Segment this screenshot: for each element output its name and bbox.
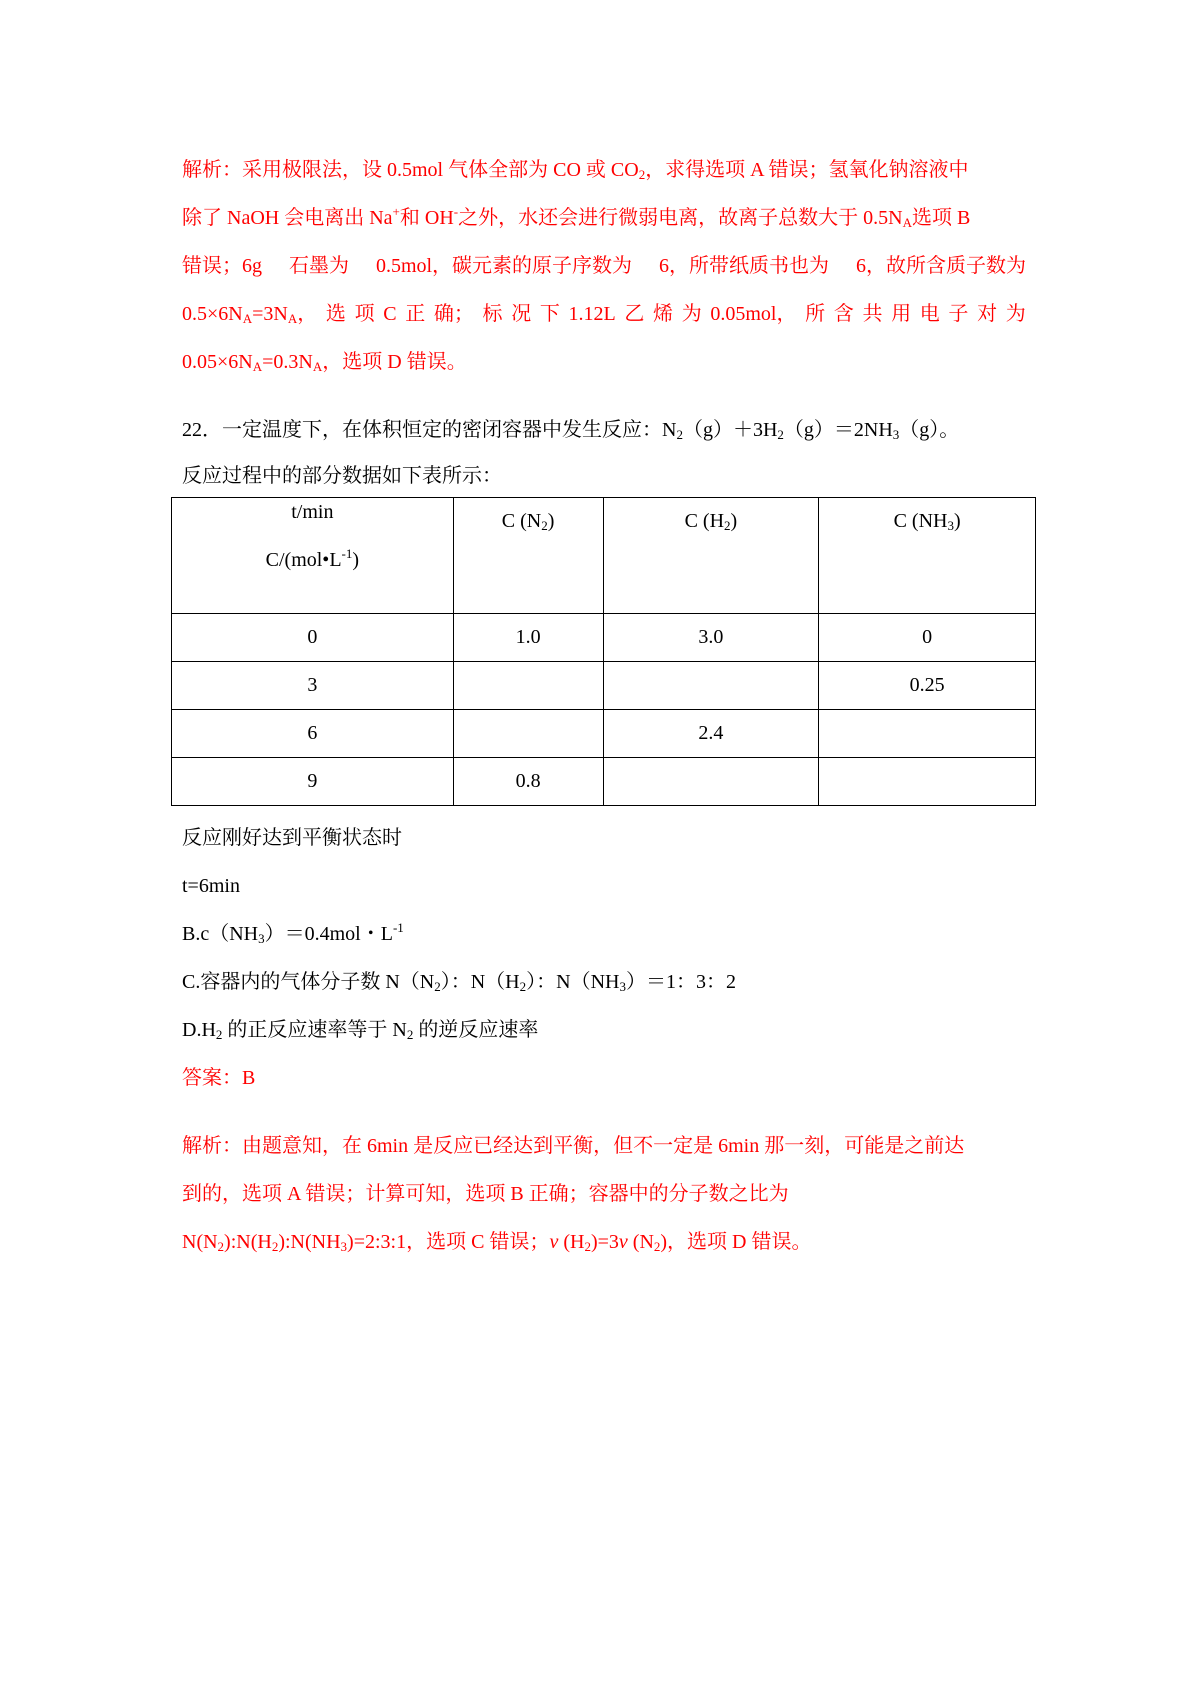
text: 下 <box>539 303 560 325</box>
text: ，求得选项 A 错误；氢氧化钠溶液中 <box>645 159 969 181</box>
text: 解析：采用极限法，设 0.5mol 气体全部为 CO 或 CO <box>182 159 639 181</box>
text: ）＝0.4mol・L <box>264 923 393 945</box>
text: 错误；6g <box>182 255 262 277</box>
subscript: 2 <box>217 1239 225 1254</box>
table-corner-cell <box>172 498 454 614</box>
analysis-2-line-3 <box>182 1230 812 1254</box>
text: N(N <box>182 1231 218 1253</box>
text: 0.05×6N <box>182 351 253 373</box>
table-row <box>172 710 1036 758</box>
table-row <box>172 614 1036 662</box>
table-cell: 6 <box>172 710 454 758</box>
column-header-n2 <box>453 498 603 614</box>
text: （g）。 <box>899 419 960 441</box>
table-cell: 0 <box>819 614 1036 662</box>
analysis-2-line-2: 到的，选项 A 错误；计算可知，选项 B 正确；容器中的分子数之比为 <box>182 1183 789 1205</box>
text: 和 OH <box>399 207 454 229</box>
option-d <box>182 1018 538 1042</box>
subscript: 2 <box>724 518 731 533</box>
column-header-nh3 <box>819 498 1036 614</box>
text: C <box>383 303 397 325</box>
table-cell: 9 <box>172 758 454 806</box>
subscript: 2 <box>215 1027 223 1042</box>
text: 子 <box>948 303 969 325</box>
text: ）：N（H <box>440 971 520 993</box>
text: (H <box>558 1231 585 1253</box>
subscript: 2 <box>271 1239 279 1254</box>
text: 22．一定温度下，在体积恒定的密闭容器中发生反应：N <box>182 419 677 441</box>
text: )，选项 D 错误。 <box>660 1231 812 1253</box>
table-cell: 3.0 <box>603 614 819 662</box>
text: 的正反应速率等于 N <box>222 1019 407 1041</box>
text: =3N <box>252 303 288 325</box>
question-22-stem <box>182 418 959 442</box>
subscript: A <box>312 359 323 374</box>
subscript: 2 <box>584 1239 591 1254</box>
text: )=2:3:1，选项 C 错误； <box>347 1231 550 1253</box>
time-label: t/min <box>291 501 334 523</box>
analysis-2-line-1: 解析：由题意知，在 6min 是反应已经达到平衡，但不一定是 6min 那一刻，可能是之前达 <box>182 1135 965 1157</box>
option-a-line-2: t=6min <box>182 875 240 897</box>
text: 为 <box>1005 303 1026 325</box>
subscript: 3 <box>258 931 265 946</box>
rate-symbol: v <box>618 1231 628 1253</box>
text: （g）＋3H <box>682 419 778 441</box>
table-row <box>172 662 1036 710</box>
subscript: A <box>902 215 912 230</box>
text: 正 <box>405 303 426 325</box>
subscript: 2 <box>638 167 646 182</box>
text <box>182 302 317 326</box>
text: 所 <box>805 303 826 325</box>
text: ）＝1：3：2 <box>625 971 736 993</box>
table-cell: 0 <box>172 614 454 662</box>
question-22-intro: 反应过程中的部分数据如下表所示： <box>182 465 502 487</box>
table-row <box>172 758 1036 806</box>
text: C.容器内的气体分子数 N（N <box>182 971 435 993</box>
subscript: 3 <box>892 427 900 442</box>
subscript: A <box>252 359 263 374</box>
text: 1.12L <box>568 303 616 325</box>
table-cell <box>603 758 819 806</box>
text: 6，故所含质子数为 <box>856 255 1026 277</box>
table-header-row <box>172 498 1036 614</box>
analysis-1-line-3 <box>182 254 1026 278</box>
text: 的逆反应速率 <box>413 1019 539 1041</box>
corner-label <box>172 500 453 572</box>
text: ):N(NH <box>278 1231 341 1253</box>
text: D.H <box>182 1019 216 1041</box>
text: ):N(H <box>224 1231 272 1253</box>
text: 为 <box>681 303 702 325</box>
text: 确； <box>433 303 474 325</box>
subscript: 2 <box>541 518 548 533</box>
text: C/(mol•L <box>265 549 342 571</box>
analysis-1-line-4 <box>182 302 1026 326</box>
text: ) <box>953 510 961 532</box>
table-cell: 1.0 <box>453 614 603 662</box>
table-cell <box>819 710 1036 758</box>
text: 烯 <box>653 303 674 325</box>
text: ）：N（NH <box>526 971 620 993</box>
text: B.c（NH <box>182 923 259 945</box>
answer: 答案：B <box>182 1067 256 1089</box>
superscript: -1 <box>341 546 353 561</box>
column-header-h2 <box>603 498 819 614</box>
subscript: 3 <box>947 518 954 533</box>
table-cell: 0.25 <box>819 662 1036 710</box>
subscript: A <box>287 311 298 326</box>
rate-symbol: v <box>549 1231 559 1253</box>
text: 况 <box>511 303 532 325</box>
analysis-1-line-2 <box>182 206 970 230</box>
text: 含 <box>833 303 854 325</box>
subscript: 3 <box>619 979 626 994</box>
superscript: -1 <box>392 920 404 935</box>
text: 0.5mol，碳元素的原子序数为 <box>375 255 633 277</box>
table-cell: 0.8 <box>453 758 603 806</box>
text: C (NH <box>893 510 948 532</box>
table-cell: 2.4 <box>603 710 819 758</box>
superscript: - <box>453 204 459 219</box>
text: C (N <box>501 510 542 532</box>
text: =0.3N <box>262 351 313 373</box>
subscript: 2 <box>653 1239 661 1254</box>
subscript: 2 <box>777 427 784 442</box>
text: 用 <box>891 303 912 325</box>
subscript: A <box>242 311 253 326</box>
subscript: 2 <box>676 427 683 442</box>
superscript: + <box>392 204 400 219</box>
text: ) <box>352 549 360 571</box>
text: 共 <box>862 303 883 325</box>
text: (N <box>627 1231 654 1253</box>
text: 之外，水还会进行微弱电离，故离子总数大于 0.5N <box>458 207 903 229</box>
data-table <box>171 497 1036 806</box>
table-cell <box>453 662 603 710</box>
subscript: 3 <box>340 1239 348 1254</box>
text: （g）＝2NH <box>783 419 893 441</box>
analysis-1-line-5 <box>182 350 467 374</box>
text: 乙 <box>624 303 645 325</box>
text: C (H <box>684 510 725 532</box>
table-cell <box>453 710 603 758</box>
option-c <box>182 970 736 994</box>
text: 除了 NaOH 会电离出 Na <box>182 207 393 229</box>
text: ) <box>547 510 555 532</box>
subscript: 2 <box>434 979 441 994</box>
text: 选 <box>325 303 346 325</box>
option-a-line-1: 反应刚好达到平衡状态时 <box>182 827 402 849</box>
text: 对 <box>977 303 998 325</box>
text: 0.5×6N <box>182 303 243 325</box>
subscript: 2 <box>406 1027 414 1042</box>
text: 6，所带纸质书也为 <box>659 255 830 277</box>
text: ) <box>730 510 738 532</box>
text: 选项 B <box>911 207 971 229</box>
analysis-1-line-1 <box>182 158 969 182</box>
text: )=3 <box>590 1231 619 1253</box>
text: 标 <box>482 303 503 325</box>
table-cell <box>603 662 819 710</box>
subscript: 2 <box>519 979 527 994</box>
table-cell <box>819 758 1036 806</box>
text: 电 <box>919 303 940 325</box>
text: 石墨为 <box>288 255 349 277</box>
text: ， <box>297 303 318 325</box>
table-cell: 3 <box>172 662 454 710</box>
text: 0.05mol， <box>710 303 797 325</box>
text: 项 <box>354 303 375 325</box>
concentration-label <box>172 548 453 572</box>
text: ，选项 D 错误。 <box>322 351 467 373</box>
option-b <box>182 922 404 946</box>
